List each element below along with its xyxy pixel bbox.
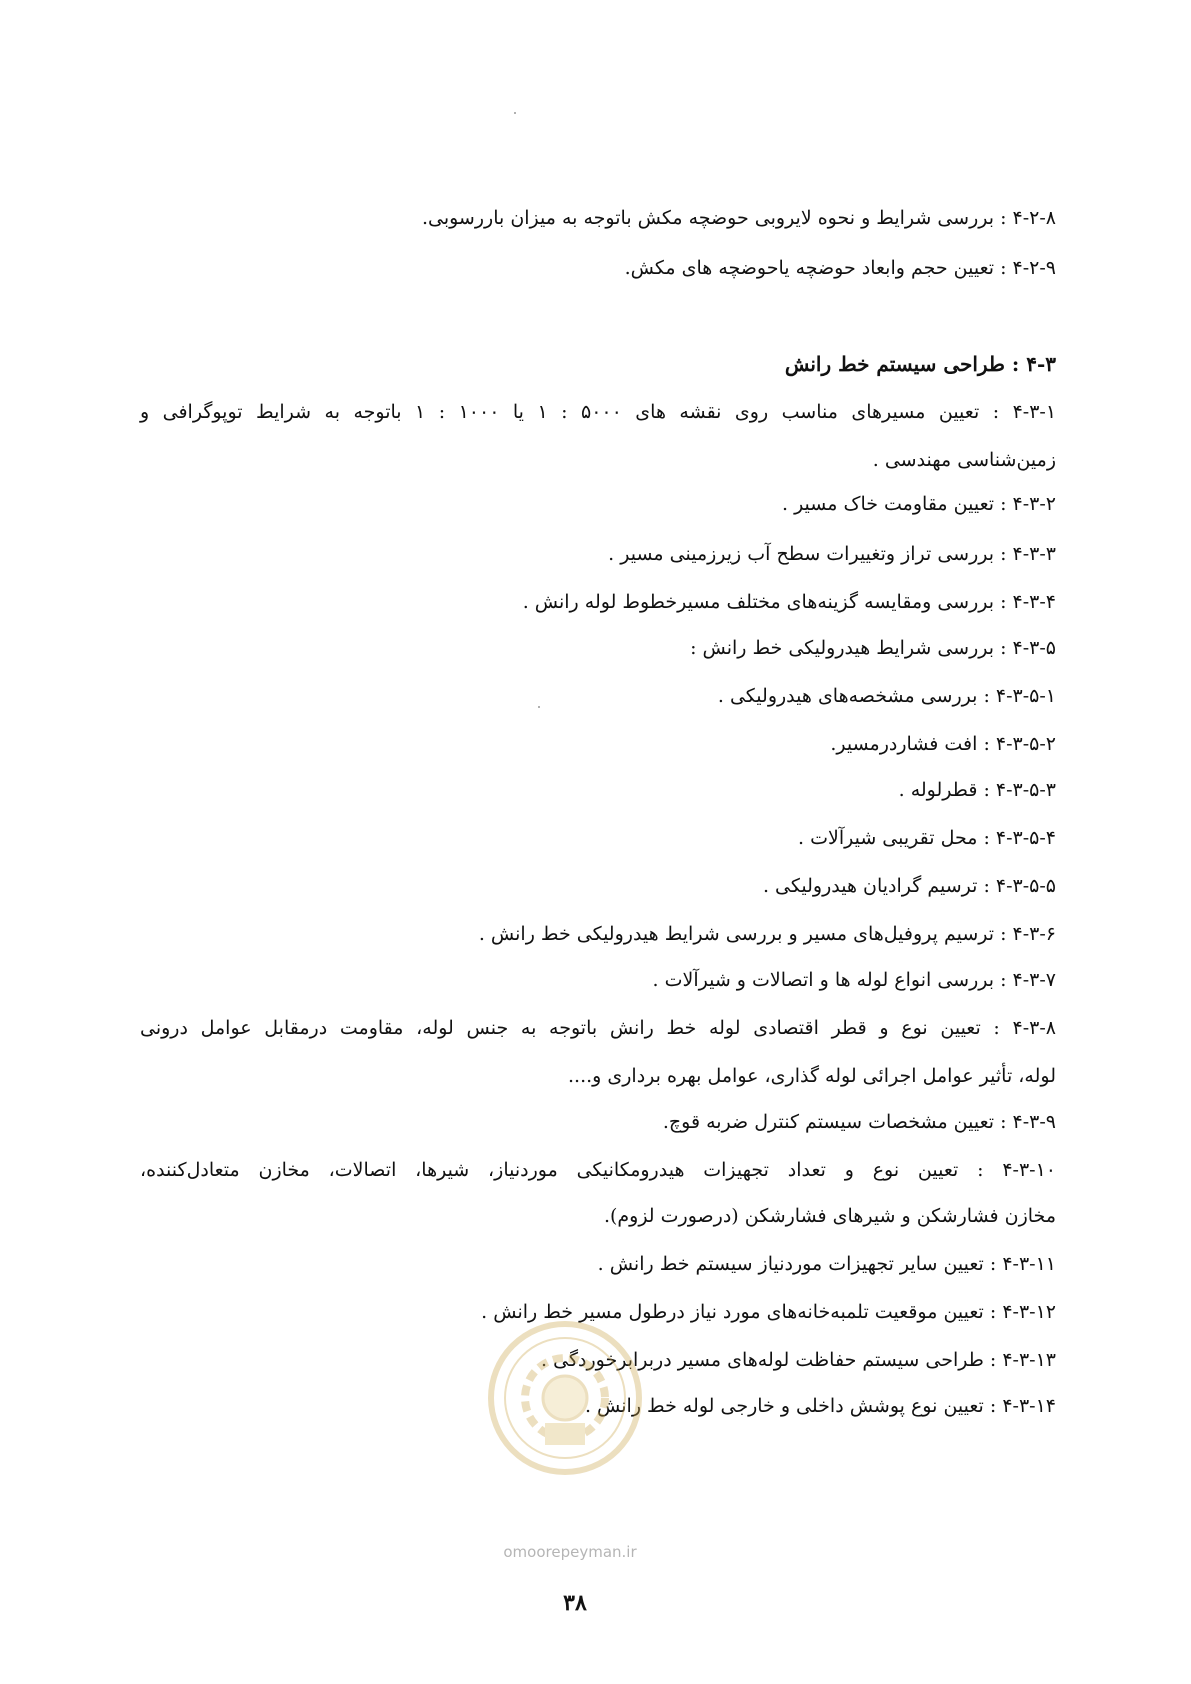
text-line-4-3-10: ۴-۳-۱۰ : تعیین نوع و تعداد تجهیزات هیدرومکانیکی موردنیاز، شیرها، اتصالات، مخازن متعادل‌کننده،: [140, 1159, 1056, 1181]
text-line-4-3-5-5: ۴-۳-۵-۵ : ترسیم گرادیان هیدرولیکی .: [762, 875, 1056, 897]
scan-speck: [514, 112, 516, 114]
text-line-4-3-8-continued: لوله، تأثیر عوامل اجرائی لوله گذاری، عوامل بهره برداری و....: [568, 1065, 1056, 1087]
text-line-4-3-10-continued: مخازن فشارشکن و شیرهای فشارشکن (درصورت لزوم).: [603, 1205, 1056, 1227]
text-line-4-3-3: ۴-۳-۳ : بررسی تراز وتغییرات سطح آب زیرزمینی مسیر .: [608, 543, 1056, 565]
text-line-4-3-2: ۴-۳-۲ : تعیین مقاومت خاک مسیر .: [781, 493, 1056, 515]
scan-speck: [538, 706, 540, 708]
text-line-4-3-5-4: ۴-۳-۵-۴ : محل تقریبی شیرآلات .: [798, 827, 1056, 849]
watermark-seal: [485, 1318, 645, 1478]
text-line-4-3-1-continued: زمین‌شناسی مهندسی .: [872, 449, 1056, 471]
text-line-4-3-1: ۴-۳-۱ : تعیین مسیرهای مناسب روی نقشه های ۵۰۰۰ : ۱ یا ۱۰۰۰ : ۱ باتوجه به شرایط توپوگرافی و: [140, 401, 1057, 423]
text-line-4-3-12: ۴-۳-۱۲ : تعیین موقعیت تلمبه‌خانه‌های مورد نیاز درطول مسیر خط رانش .: [481, 1301, 1056, 1323]
text-line-4-3-5-2: ۴-۳-۵-۲ : افت فشاردرمسیر.: [830, 733, 1056, 755]
text-line-4-3-11: ۴-۳-۱۱ : تعیین سایر تجهیزات موردنیاز سیستم خط رانش .: [597, 1253, 1056, 1275]
text-line-4-3-4: ۴-۳-۴ : بررسی ومقایسه گزینه‌های مختلف مسیرخطوط لوله رانش .: [522, 591, 1056, 613]
text-line-4-3-5-1: ۴-۳-۵-۱ : بررسی مشخصه‌های هیدرولیکی .: [717, 685, 1056, 707]
text-line-4-3-8: ۴-۳-۸ : تعیین نوع و قطر اقتصادی لوله خط رانش باتوجه به جنس لوله، مقاومت درمقابل عوامل درونی: [140, 1017, 1056, 1039]
watermark-url: omoorepeyman.ir: [503, 1543, 637, 1561]
text-line-4-2-9: ۴-۲-۹ : تعیین حجم وابعاد حوضچه یاحوضچه های مکش.: [624, 257, 1056, 279]
text-line-4-3-7: ۴-۳-۷ : بررسی انواع لوله ها و اتصالات و شیرآلات .: [652, 969, 1056, 991]
text-line-4-3-13: ۴-۳-۱۳ : طراحی سیستم حفاظت لوله‌های مسیر دربرابرخوردگی .: [541, 1349, 1056, 1371]
page-number: ۳۸: [563, 1590, 587, 1616]
text-line-4-3-9: ۴-۳-۹ : تعیین مشخصات سیستم کنترل ضربه قوچ.: [662, 1111, 1056, 1133]
text-line-4-2-8: ۴-۲-۸ : بررسی شرایط و نحوه لایروبی حوضچه مکش باتوجه به میزان باررسوبی.: [421, 207, 1056, 229]
text-line-4-3-6: ۴-۳-۶ : ترسیم پروفیل‌های مسیر و بررسی شرایط هیدرولیکی خط رانش .: [478, 923, 1056, 945]
text-line-4-3-5-3: ۴-۳-۵-۳ : قطرلوله .: [898, 779, 1056, 801]
section-heading-4-3: ۴-۳ : طراحی سیستم خط رانش: [784, 352, 1056, 376]
text-line-4-3-5: ۴-۳-۵ : بررسی شرایط هیدرولیکی خط رانش :: [690, 637, 1056, 659]
text-line-4-3-14: ۴-۳-۱۴ : تعیین نوع پوشش داخلی و خارجی لوله خط رانش .: [584, 1395, 1056, 1417]
